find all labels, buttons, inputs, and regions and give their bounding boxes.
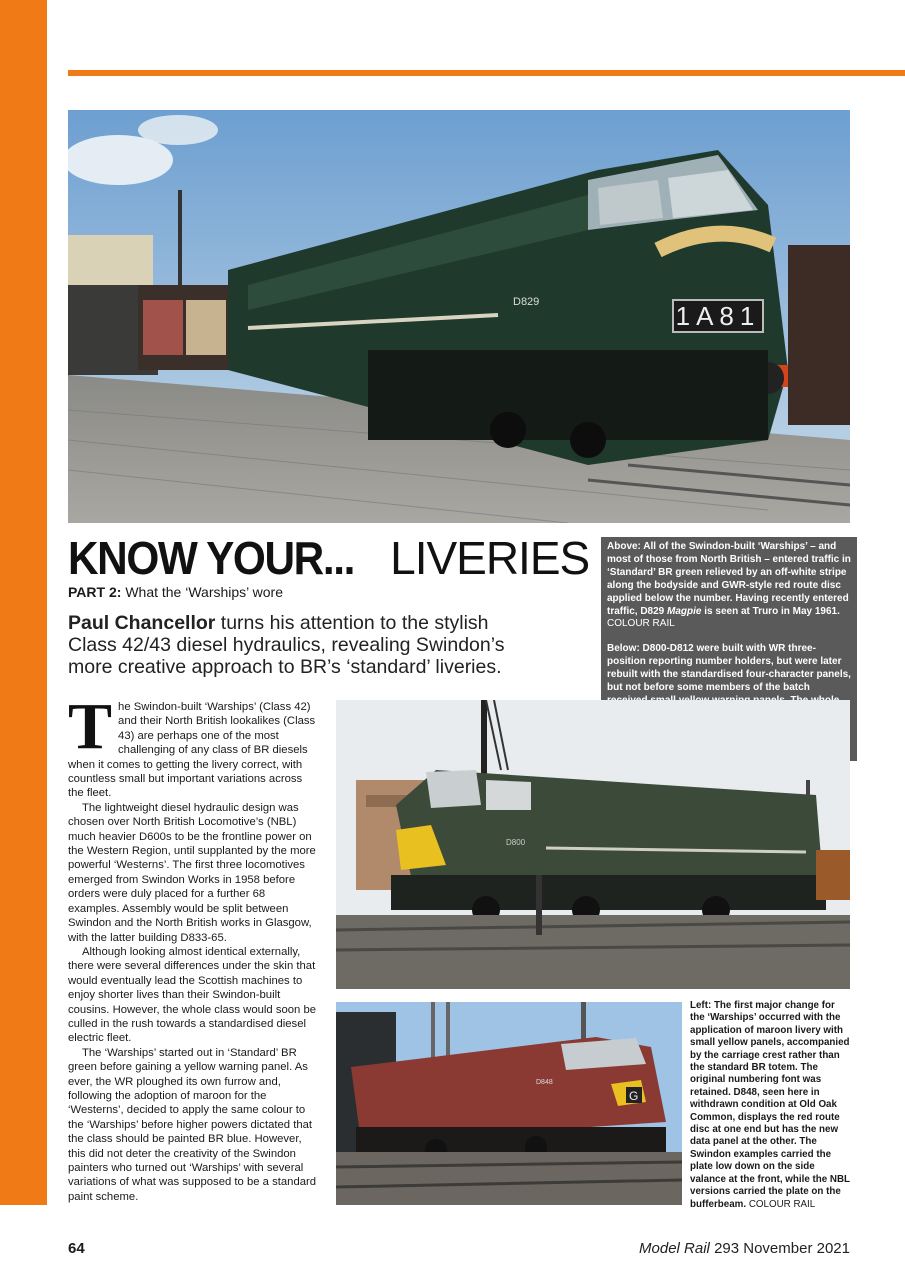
caption-above xyxy=(607,541,851,631)
top-rule xyxy=(68,70,905,76)
bottom-loco-number: D848 xyxy=(536,1079,553,1086)
body-paragraph-2: The lightweight diesel hydraulic design was chosen over North British Locomotive’s (NBL) much heavier D600s to be the frontline power on the Western Region, until supplanted by the more powerful ‘Westerns’. The first three locomotives emerged from Swindon Works in 1958 before orders were duly placed for a further 68 examples. Assembly would be split between Swindon and the North British works in Glasgow, with the latter building D833-65. xyxy=(68,801,316,944)
body-paragraph-1 xyxy=(68,690,318,801)
author-name: Paul Chancellor xyxy=(68,612,216,634)
footer-magazine xyxy=(639,1240,850,1257)
photo-warship-d800-yellow-panel xyxy=(336,700,850,989)
caption-above-text: Above: All of the Swindon-built ‘Warships’ – and most of those from North British – entered traffic in ‘Standard’ BR green relieved by an off-white stripe along the bodyside and GWR-style red route disc applied below the number. Having recently entered traffic, D829 xyxy=(607,541,851,617)
middle-loco-number: D800 xyxy=(506,838,526,847)
headline-bold: KNOW YOUR... xyxy=(68,532,354,584)
part-subtitle xyxy=(68,582,283,602)
headline xyxy=(68,532,588,584)
standfirst xyxy=(68,612,538,678)
body-paragraph-4: The ‘Warships’ started out in ‘Standard’ BR green before gaining a yellow warning panel. As ever, the WR ploughed its own furrow and, following the adoption of maroon for the ‘Westerns’, decided to apply the same colour to the ‘Warships’ before higher powers dictated that the class should be painted BR blue. However, this did not deter the creativity of the Swindon painters who turned out ‘Warships’ with several variations of what was supposed to be a standard paint scheme. xyxy=(68,1046,317,1203)
caption-above-italic: Magpie xyxy=(667,605,702,617)
body-paragraph-3: Although looking almost identical externally, there were several differences under the skin that would eventually lead the Scottish machines to enjoy shorter lives than their Swindon-built cousins. However, the whole class would soon be culled in the rush towards a standardised diesel electric fleet. xyxy=(68,945,317,1045)
left-accent-bar xyxy=(0,0,47,1205)
magazine-issue: 293 November 2021 xyxy=(714,1240,850,1257)
part-text: What the ‘Warships’ wore xyxy=(125,584,283,600)
headline-light: LIVERIES xyxy=(390,532,590,584)
standfirst-text: turns his attention to the stylish Class 42/43 diesel hydraulics, revealing Swindon’s more creative approach to BR’s ‘standard’ liveries. xyxy=(68,612,505,678)
body-paragraph-1-text: he Swindon-built ‘Warships’ (Class 42) and their North British lookalikes (Class 43) are perhaps one of the most challenging of any class of BR diesels when it comes to getting the livery correct, with countless small but important variations across the fleet. xyxy=(68,701,316,800)
caption-left-credit: COLOUR RAIL xyxy=(748,1198,816,1210)
photo-warship-green-truro xyxy=(68,110,850,523)
article-body xyxy=(68,690,318,1204)
caption-left-text: Left: The first major change for the ‘Warships’ occurred with the application of maroon livery with small yellow panels, accompanied by the carriage crest rather than the standard BR totem. The original numbering font was retained. D848, seen here in withdrawn condition at Old Oak Common, displays the red route disc at one end but has the new data panel at the other. The Swindon examples carried the plate low down on the side valance at the front, while the NBL versions carried the plate on the bufferbeam. xyxy=(690,1000,850,1210)
drop-cap: T xyxy=(68,690,113,763)
top-loco-number: D829 xyxy=(513,296,540,308)
caption-left xyxy=(690,1000,850,1211)
caption-below-text: Below: D800-D812 were built with WR three-position reporting number holders, but were later rebuilt with the standardised four-character panels, but not before some members of the batch xyxy=(607,643,851,694)
magazine-name: Model Rail xyxy=(639,1240,710,1257)
caption-above-post: is seen at Truro in May 1961. xyxy=(704,605,840,617)
photo-warship-d848-maroon xyxy=(336,1002,682,1205)
page-number: 64 xyxy=(68,1240,85,1257)
top-headcode: 1A81 xyxy=(675,301,761,331)
bottom-disc-letter: G xyxy=(629,1089,639,1103)
caption-above-credit: COLOUR RAIL xyxy=(607,618,675,630)
part-label: PART 2: xyxy=(68,584,122,600)
